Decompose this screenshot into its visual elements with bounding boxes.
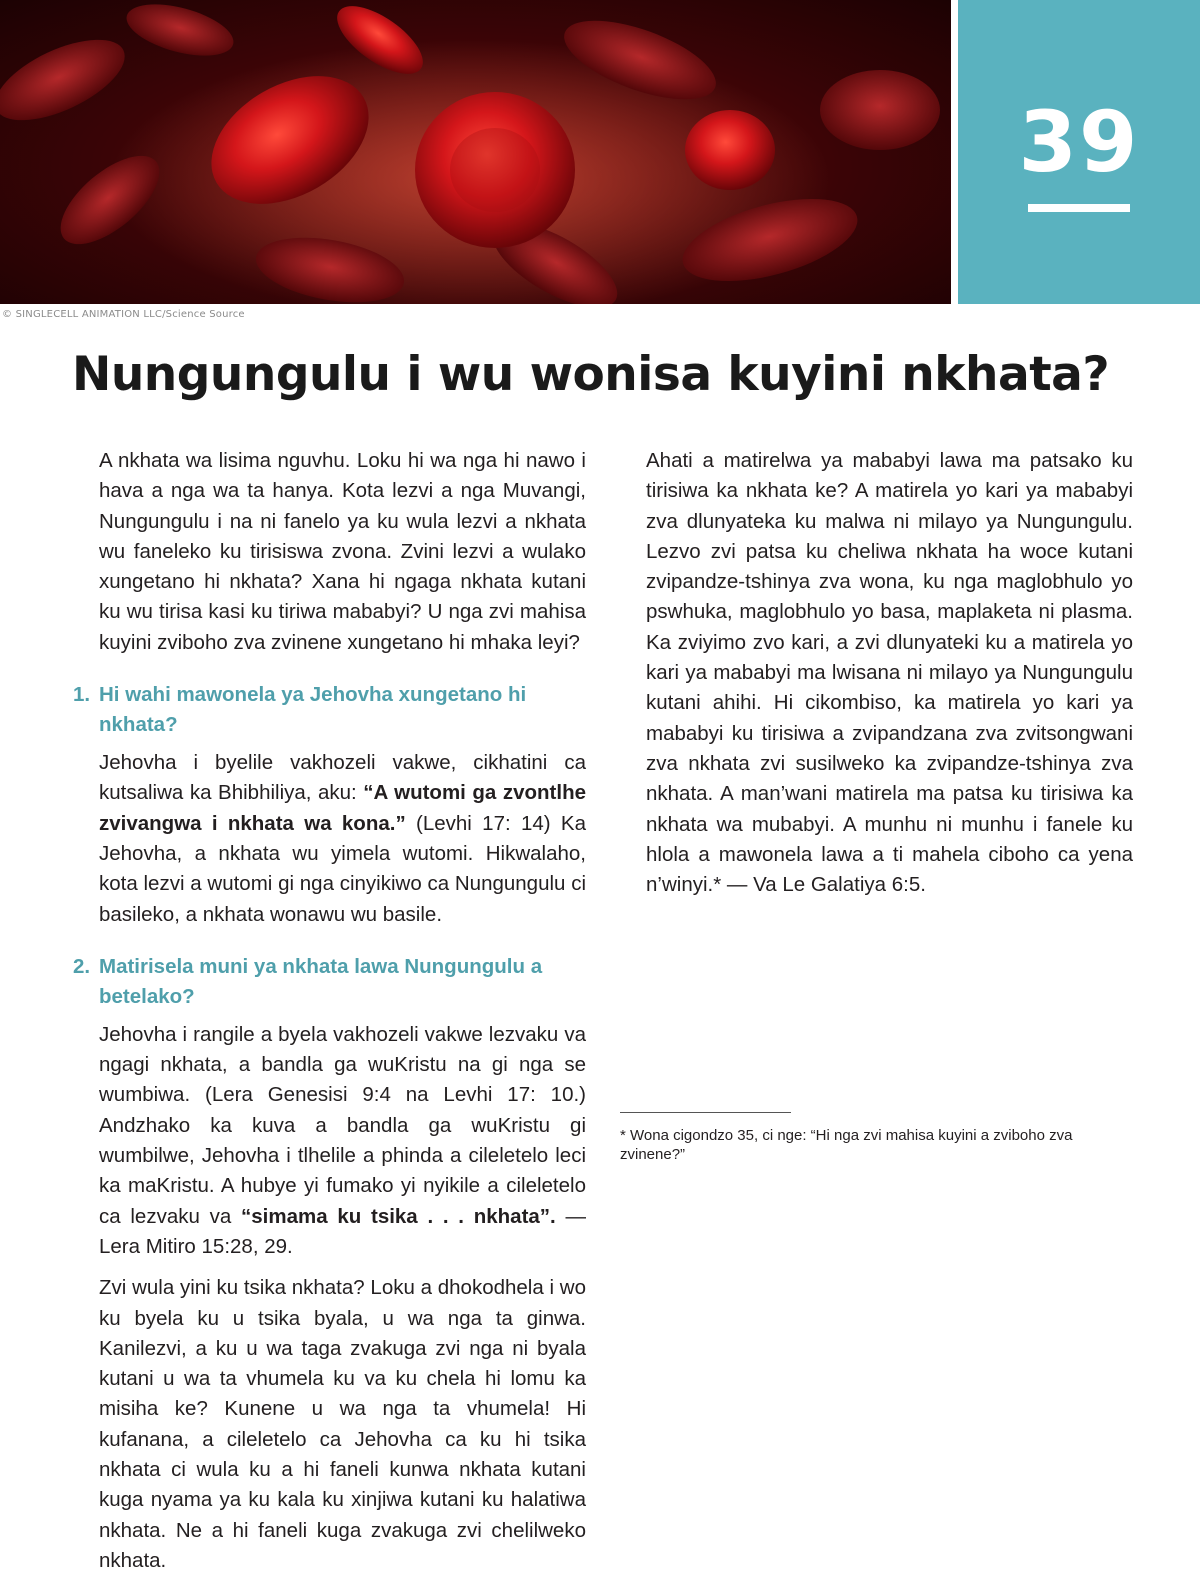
question-1-text: Hi wahi mawonela ya Jehovha xungetano hi nkhata?: [99, 683, 527, 737]
hero-image: [0, 0, 951, 304]
section-2-paragraph-2: Zvi wula yini ku tsika nkhata? Loku a dhokodhela i wo ku byela ku u tsika byala, u wa nga ta ginwa. Kanilezvi, a ku u wa taga zvakuga zvi nga ni byala kutani u wa ta vhumela ku va ku chela hi lomu ka misiha ke? Kunene u wa nga ta vhumela! Hi kufanana, a cileletelo ca Jehovha ca ku hi tsika nkhata ci wula ku a hi faneli kunwa nkhata kutani kuga nyama ya ku kala ku xinjiwa kutani ku halatiwa nkhata. Ne a hi faneli kuga zvakuga zvi chelilweko nkhata.: [99, 1276, 586, 1572]
question-1: [73, 680, 586, 740]
intro-paragraph: A nkhata wa lisima nguvhu. Loku hi wa nga hi nawo i hava a nga wa ta hanya. Kota lezvi a nga Muvangi, Nungungulu i na ni fanelo ya ku wula lezvi a nkhata wu faneleko ku tirisiswa zvona. Zvini lezvi a wulako xungetano hi nkhata? Xana hi ngaga nkhata kutani ku wu tirisa kasi ku tiriwa mababyi? U nga zvi mahisa kuyini zviboho zva zvinene xungetano hi mhaka leyi?: [99, 449, 586, 654]
section-2-text-a: Jehovha i rangile a byela vakhozeli vakwe lezvaku va ngagi nkhata, a bandla ga wuKristu na gi nga se wumbiwa. (Lera Genesisi 9:4 na Levhi 17: 10.) Andzhako ka kuva a bandla ga wuKristu gi wumbilwe, Jehovha i tlhelile a phinda a cileletelo leci ka maKristu. A hubye yi fumako yi nyikile a cileletelo ca lezvaku va: [99, 1022, 586, 1228]
lesson-number: 39: [1018, 93, 1140, 191]
page-title: Nungungulu i wu wonisa kuyini nkhata?: [72, 347, 1110, 402]
image-credit: © SINGLECELL ANIMATION LLC/Science Source: [2, 309, 245, 320]
question-2-number: 2.: [73, 954, 91, 978]
question-1-number: 1.: [73, 683, 91, 707]
left-column: [73, 446, 586, 1587]
section-2-text-b: — Lera Mitiro 15:28, 29.: [99, 1204, 586, 1258]
section-1-text-b: (Levhi 17: 14) Ka Jehovha, a nkhata wu yimela wutomi. Hikwalaho, kota lezvi a wutomi gi nga cinyikiwo ca Nungungulu ci basileko, a nkhata wonawu wu basile.: [99, 811, 586, 926]
question-2: [73, 952, 586, 1012]
section-2-paragraph-3: Ahati a matirelwa ya mababyi lawa ma patsako ku tirisiwa ka nkhata ke? A matirela yo kari ya mababyi zva dlunyateka ku malwa ni milayo ya Nungungulu. Lezvo zvi patsa ku cheliwa nkhata ha woce kutani zvipandze-tshinya zva wona, ku nga maglobhulo yo pswhuka, maglobhulo yo basa, maplaketa ni plasma. Ka zviyimo zvo kari, a zvi dlunyateki ku a matirela yo kari ya mababyi ma lwisana ni milayo ya Nungungulu kutani ahihi. Hi cikombiso, ka matirela yo kari ya mababyi ku tirisiwa a zvipandzana zva zvitsongwani zva nkhata zvi susilweko ka zvipandze-tshinya zva nkhata. A man’wani matirela ma patsa ku tirisiwa ka nkhata wa mubabyi. A munhu ni munhu i fanele ku hlola a mawonela lawa a ti mahela ciboho ca yena n’winyi.* — Va Le Galatiya 6:5.: [646, 449, 1133, 897]
section-1-quote: “A wutomi ga zvontlhe zvivangwa i nkhata wa kona.”: [99, 781, 586, 835]
question-2-text: Matirisela muni ya nkhata lawa Nungungulu a betelako?: [99, 954, 543, 1008]
section-2-quote: “simama ku tsika . . . nkhata”.: [241, 1204, 556, 1228]
lesson-number-underline: [1028, 204, 1130, 212]
red-blood-cells-illustration: [0, 0, 951, 304]
section-1-paragraph: [99, 748, 586, 930]
section-1-text-a: Jehovha i byelile vakhozeli vakwe, cikhatini ca kutsaliwa ka Bhibhiliya, aku:: [99, 751, 586, 805]
section-2-paragraph-1: [99, 1020, 586, 1262]
right-column: [646, 446, 1133, 911]
footnote-divider: [620, 1112, 791, 1113]
footnote: * Wona cigondzo 35, ci nge: “Hi nga zvi mahisa kuyini a zviboho zva zvinene?”: [620, 1127, 1073, 1163]
lesson-number-panel: [958, 0, 1200, 304]
